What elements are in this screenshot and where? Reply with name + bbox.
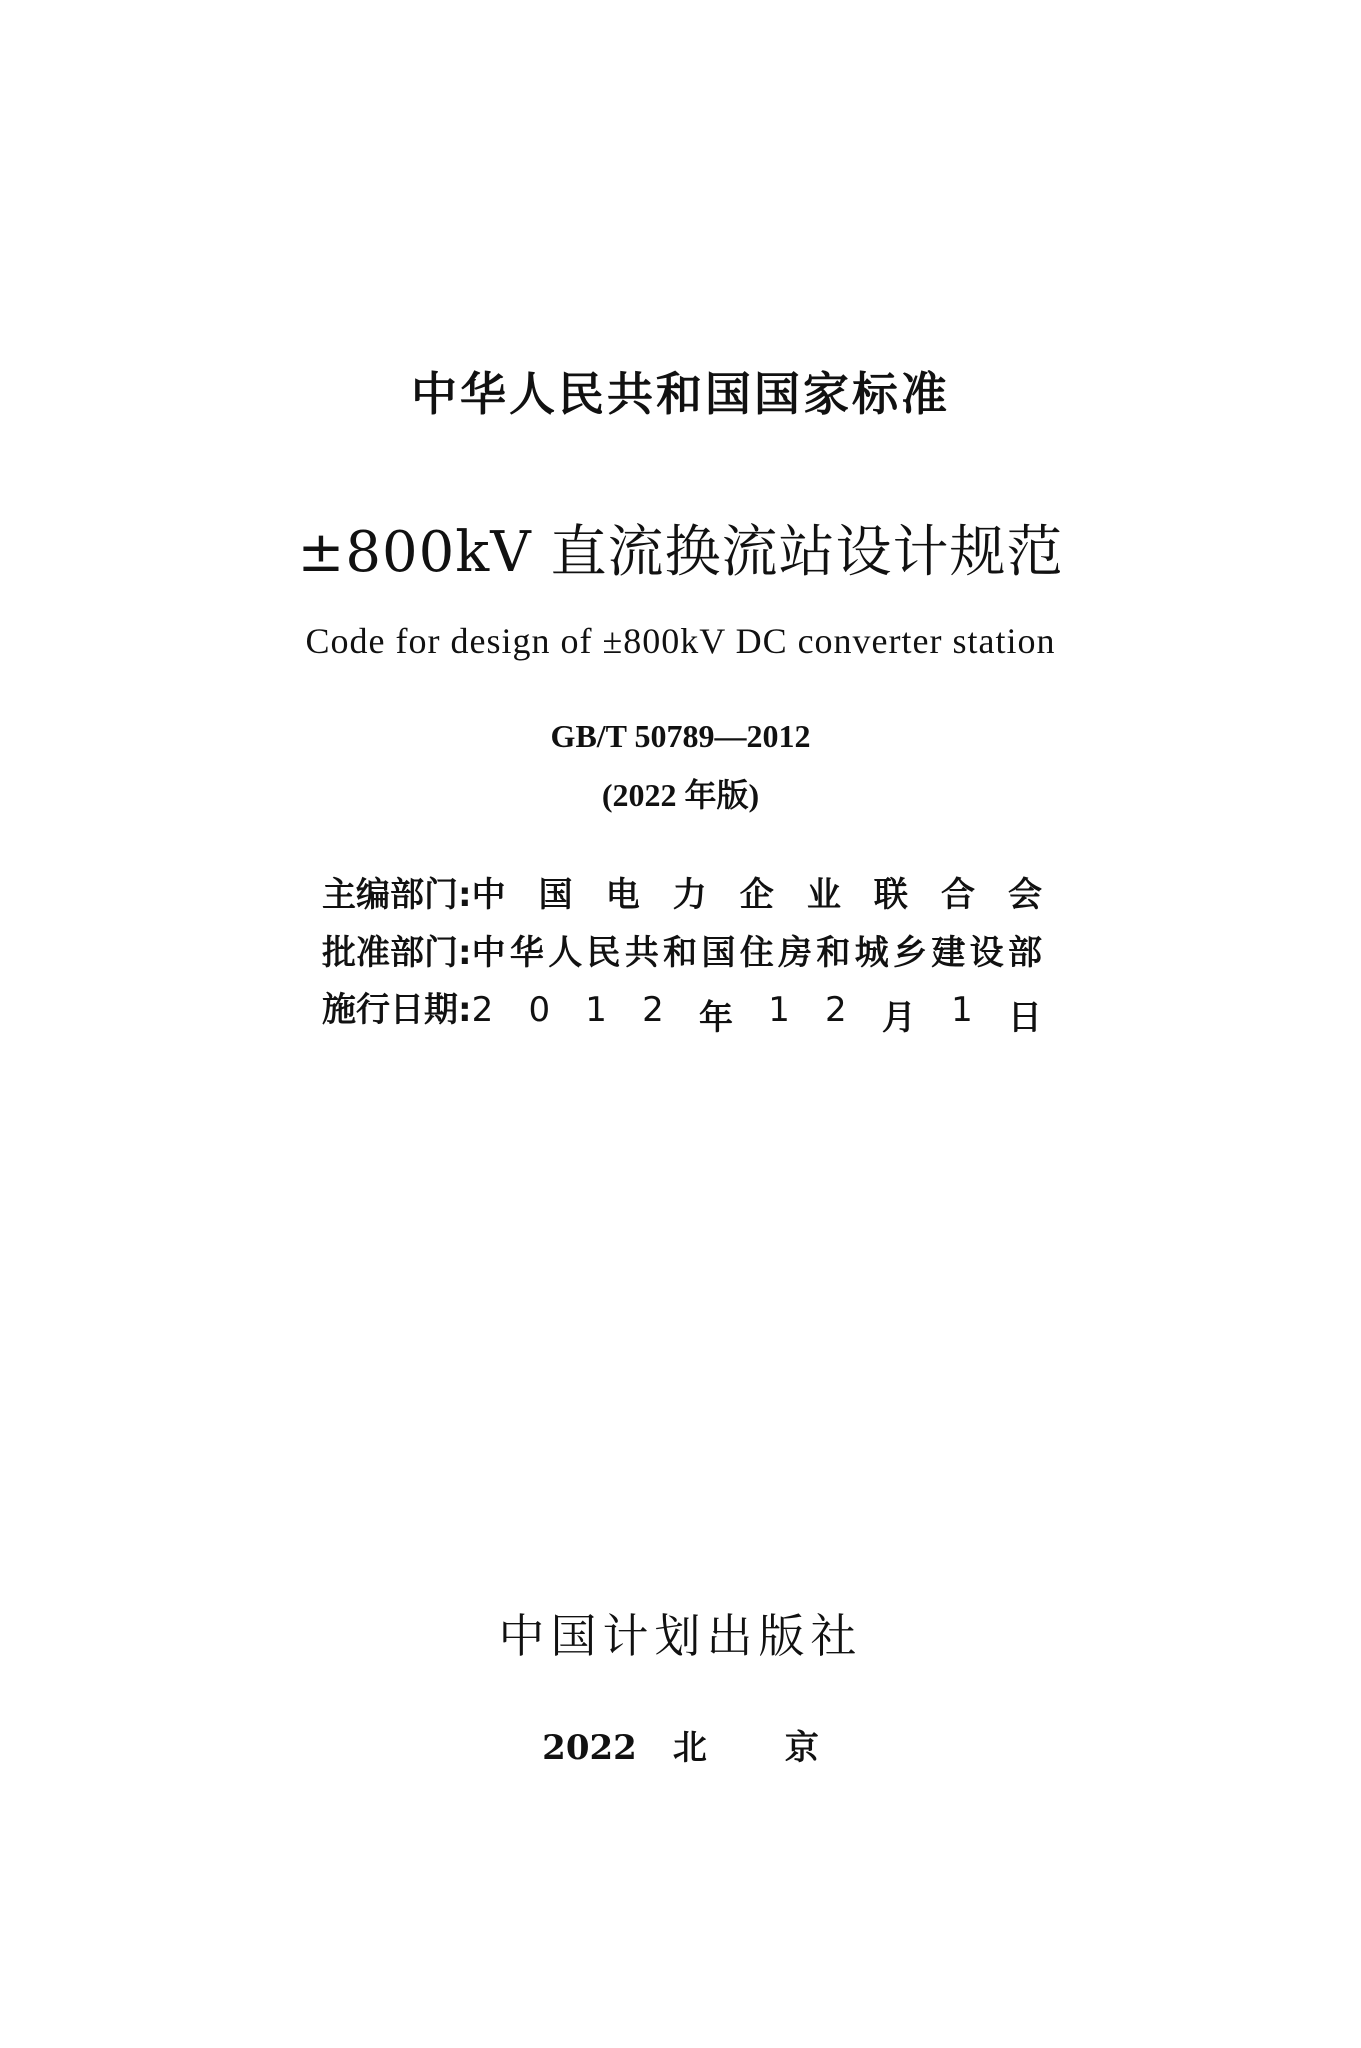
approval-char: 住 (739, 933, 774, 973)
publisher-name: 中国计划出版社 (498, 1609, 863, 1663)
effective-date-char: 2 (471, 990, 494, 1030)
effective-date-char: 1 (585, 990, 607, 1030)
chief-editor-char: 国 (538, 875, 573, 915)
chief-editor-row (322, 867, 1042, 916)
chief-editor-char: 合 (940, 875, 975, 915)
chief-editor-char: 企 (739, 875, 774, 915)
approval-char: 共 (624, 933, 659, 973)
title-chinese: ±800kV 直流换流站设计规范 (297, 520, 1064, 585)
chief-editor-char: 业 (806, 875, 841, 915)
chief-editor-label: 主编部门: (322, 875, 472, 915)
effective-date-char: 0 (528, 990, 551, 1030)
approval-char: 城 (854, 933, 889, 973)
effective-date-row (322, 982, 1042, 1039)
chief-editor-char: 联 (873, 875, 908, 915)
publication-place (0, 1720, 1361, 1769)
approval-char: 人 (548, 933, 583, 973)
publication-city-char: 京 (784, 1728, 819, 1768)
effective-date-char: 月 (881, 998, 916, 1038)
effective-date-value (472, 990, 1042, 1039)
chief-editor-char: 会 (1007, 875, 1042, 915)
effective-date-char: 日 (1007, 998, 1042, 1038)
chief-editor-value (472, 867, 1042, 916)
approval-char: 乡 (893, 933, 928, 973)
effective-date-char: 1 (951, 990, 973, 1030)
approval-label: 批准部门: (322, 933, 472, 973)
approval-char: 华 (509, 933, 544, 973)
title-english: Code for design of ±800kV DC converter station (305, 621, 1056, 661)
publication-year: 2022 (542, 1728, 637, 1768)
approval-char: 中 (471, 933, 506, 973)
effective-date-char: 1 (768, 990, 790, 1030)
chief-editor-char: 电 (605, 875, 640, 915)
effective-date-label: 施行日期: (322, 990, 472, 1030)
national-standard-heading: 中华人民共和国国家标准 (411, 367, 950, 421)
approval-row (322, 925, 1042, 974)
approval-char: 建 (931, 933, 966, 973)
effective-date-char: 年 (698, 998, 733, 1038)
standard-number: GB/T 50789—2012 (550, 718, 811, 754)
approval-char: 设 (969, 933, 1004, 973)
publication-city-char: 北 (672, 1728, 707, 1768)
effective-date-char: 2 (642, 990, 664, 1030)
approval-char: 和 (663, 933, 698, 973)
approval-char: 房 (778, 933, 813, 973)
approval-char: 部 (1007, 933, 1042, 973)
approval-char: 和 (816, 933, 851, 973)
effective-date-char: 2 (825, 990, 847, 1030)
approval-char: 国 (701, 933, 736, 973)
chief-editor-char: 中 (471, 875, 506, 915)
approval-char: 民 (586, 933, 621, 973)
approval-value (472, 925, 1042, 974)
chief-editor-char: 力 (672, 875, 707, 915)
edition-label: (2022 年版) (601, 777, 760, 813)
